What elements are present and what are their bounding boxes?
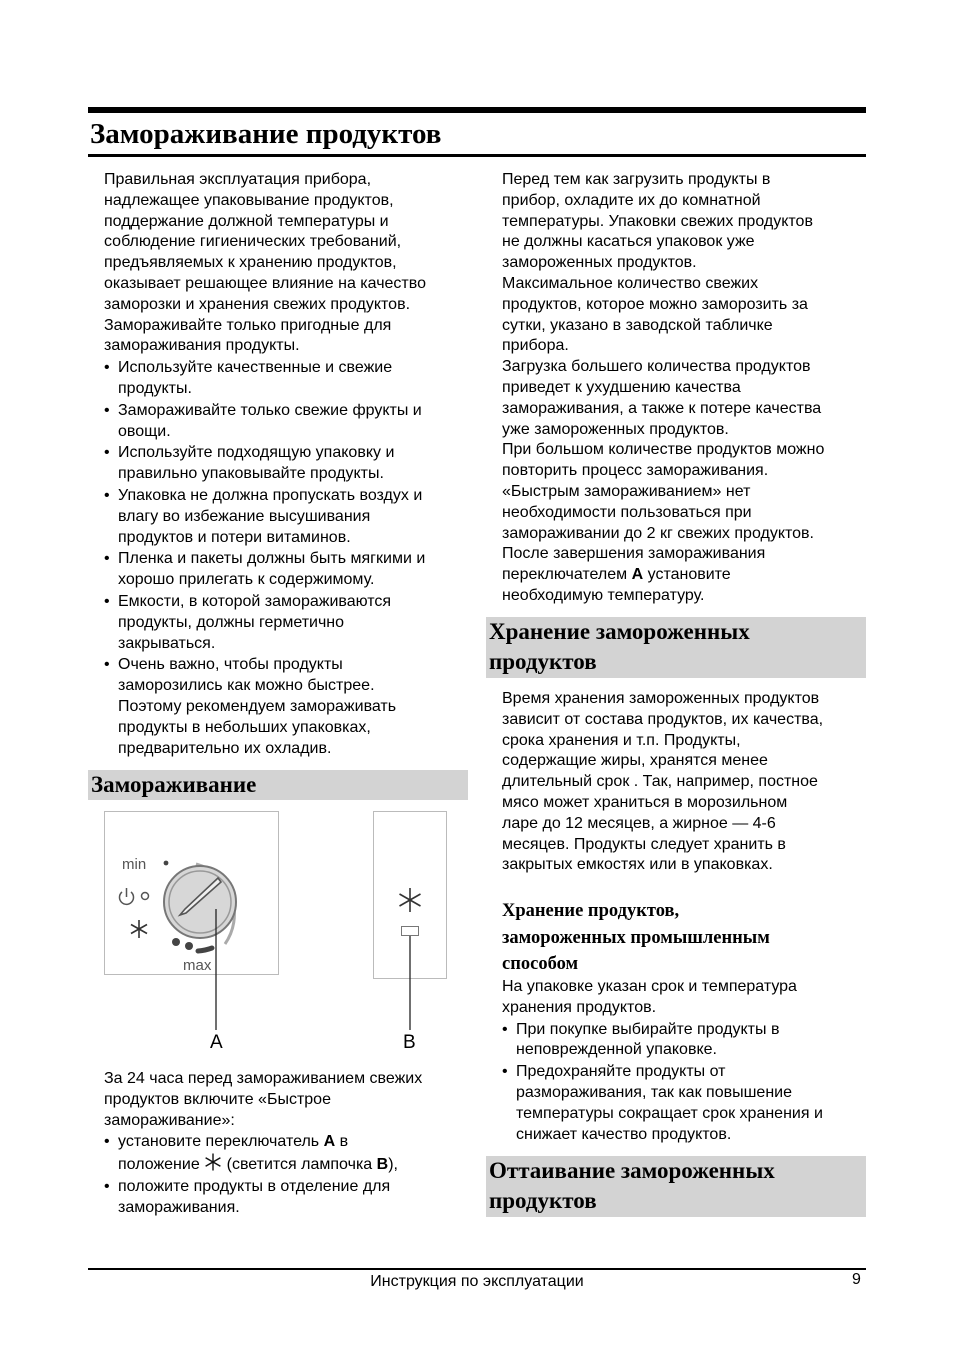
fast-freeze-lamp — [402, 927, 419, 936]
page-title: Замораживание продуктов — [90, 118, 442, 150]
fast-freeze-paragraph: За 24 часа перед замораживанием свежих продуктов включите «Быстрое замораживание»: — [104, 1070, 423, 1129]
intro-paragraph — [104, 170, 474, 357]
industrial-storage-heading: Хранение продуктов, замороженных промышленным способом — [502, 901, 770, 974]
tips-list — [104, 358, 474, 759]
list-item: • Емкости, в которой замораживаются продукты, должны герметично закрываться. — [104, 592, 474, 654]
list-item: • положите продукты в отделение для замораживания. — [104, 1177, 474, 1219]
thawing-heading: Оттаивание замороженных продуктов — [486, 1156, 866, 1217]
dial-min-label: min — [122, 856, 147, 873]
lamp-panel — [374, 812, 447, 1031]
dial-max-label: max — [183, 957, 212, 974]
list-item: • Предохраняйте продукты от размораживания, так как повышение температуры сокращает срок хранения и снижает качество продуктов. — [502, 1062, 866, 1145]
text-line: надлежащее упаковывание продуктов, — [104, 191, 394, 209]
dial-panel — [105, 812, 279, 1031]
list-item: • При покупке выбирайте продукты в неповрежденной упаковке. — [502, 1020, 866, 1062]
industrial-paragraph: На упаковке указан срок и температура хранения продуктов. — [502, 978, 797, 1016]
loading-paragraph: Перед тем как загрузить продукты в прибор, охладите их до комнатной температуры. Упаковки свежих продуктов не должны касаться упаковок уже замороженных продуктов. Максимальное количество свежих продуктов, которое можно заморозить за сутки, указано в заводской табличке прибора. Загрузка большего количества продуктов приведет к ухудшению качества замораживания, а также к потере качества уже замороженных продуктов. При большом количестве продуктов можно повторить процесс замораживания. «Быстрым замораживанием» нет необходимости пользоваться при замораживании до 2 кг свежих продуктов. После завершения замораживания переключателем A установите необходимую температуру. — [502, 171, 825, 604]
left-intro-block — [104, 170, 474, 759]
list-item: • Используйте качественные и свежие продукты. — [104, 358, 474, 400]
storage-paragraph: Время хранения замороженных продуктов зависит от состава продуктов, их качества, срока хранения и т.п. Продукты, содержащие жиры, хранятся менее длительный срок . Так, например, постное мясо может храниться в морозильном ларе до 12 месяцев, а жирное — 4-6 месяцев. Продукты следует хранить в закрытых емкостях или в упаковках. — [502, 690, 824, 874]
snowflake-icon — [204, 1153, 222, 1171]
dial-mark-2 — [185, 942, 193, 950]
figure-label-a: A — [210, 1032, 223, 1053]
title-rule — [88, 154, 866, 157]
text-line: оказывает решающее влияние на качество — [104, 274, 426, 292]
text-line: замораживания продукты. — [104, 337, 300, 355]
list-item: • установите переключатель A в положение (светится лампочка B), — [104, 1132, 474, 1176]
storage-text-block — [502, 689, 866, 876]
thermostat-knob[interactable] — [164, 866, 236, 938]
industrial-list — [502, 1020, 866, 1146]
text-line: Замораживайте только пригодные для — [104, 316, 392, 334]
dial-arc-marks — [198, 948, 212, 951]
page-number: 9 — [852, 1271, 861, 1288]
storage-heading: Хранение замороженных продуктов — [486, 617, 866, 678]
freezing-heading: Замораживание — [88, 770, 468, 800]
text-line: предъявляемых к хранению продуктов, — [104, 254, 397, 272]
text-line: заморозки и хранения свежих продуктов. — [104, 295, 411, 313]
figure-label-b: B — [403, 1032, 416, 1053]
dial-start-dot — [164, 861, 169, 866]
footer-title: Инструкция по эксплуатации — [370, 1273, 584, 1290]
dial-mark-1 — [172, 938, 180, 946]
fast-freeze-steps — [104, 1132, 474, 1218]
footer-rule — [88, 1268, 866, 1270]
list-item: • Используйте подходящую упаковку и правильно упаковывайте продукты. — [104, 443, 474, 485]
text-line: Правильная эксплуатация прибора, — [104, 171, 372, 188]
control-panel-figure — [100, 808, 460, 1058]
list-item: • Пленка и пакеты должны быть мягкими и хорошо прилегать к содержимому. — [104, 549, 474, 591]
text-line: соблюдение гигиенических требований, — [104, 233, 402, 251]
list-item: • Замораживайте только свежие фрукты и овощи. — [104, 401, 474, 443]
left-after-figure-block — [104, 1069, 474, 1219]
text-line: поддержание должной температуры и — [104, 212, 389, 230]
right-intro-block — [502, 170, 866, 607]
list-item: • Упаковка не должна пропускать воздух и влагу во избежание высушивания продуктов и потери витаминов. — [104, 486, 474, 548]
list-item: • Очень важно, чтобы продукты заморозились как можно быстрее. Поэтому рекомендуем замораживать продукты в небольших упаковках, предварительно их охладив. — [104, 655, 474, 759]
industrial-text-block — [502, 977, 866, 1145]
